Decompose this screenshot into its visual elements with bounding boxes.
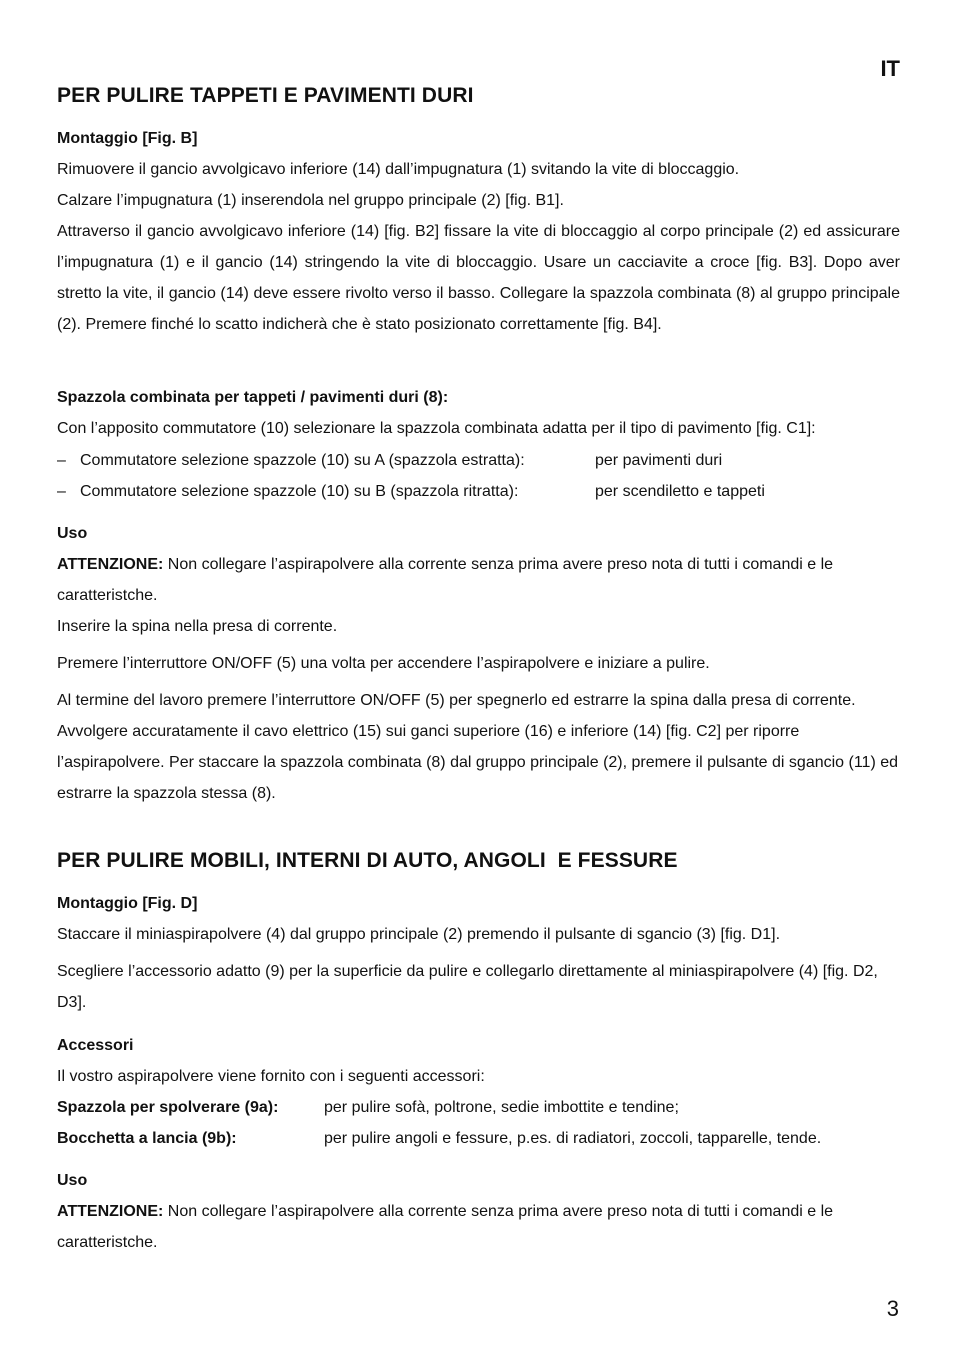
brush-item-value: per scendiletto e tappeti xyxy=(595,483,765,500)
warning-label: ATTENZIONE: xyxy=(57,1203,164,1220)
section1-title: PER PULIRE TAPPETI E PAVIMENTI DURI xyxy=(57,84,474,107)
warning-text: Non collegare l’aspirapolvere alla corrente senza prima avere preso nota di tutti i comandi e le caratteristche. xyxy=(57,556,834,604)
accessory-name: Bocchetta a lancia (9b): xyxy=(57,1130,237,1147)
section2-assembly-heading: Montaggio [Fig. D] xyxy=(57,895,198,912)
section1-use-p2: Premere l’interruttore ON/OFF (5) una volta per accendere l’aspirapolvere e iniziare a pulire. xyxy=(57,655,710,672)
section1-assembly-heading: Montaggio [Fig. B] xyxy=(57,130,198,147)
section1-warning xyxy=(57,549,900,611)
brush-item-b xyxy=(57,476,900,507)
page-number: 3 xyxy=(886,1296,899,1321)
warning-label: ATTENZIONE: xyxy=(57,556,164,573)
language-code: IT xyxy=(880,56,900,81)
brush-item-value: per pavimenti duri xyxy=(595,452,723,469)
warning-text: Non collegare l’aspirapolvere alla corrente senza prima avere preso nota di tutti i comandi e le caratteristche. xyxy=(57,1203,834,1251)
bullet-dash: – xyxy=(57,452,66,469)
brush-item-label: Commutatore selezione spazzole (10) su B (spazzola ritratta): xyxy=(80,483,519,500)
brush-item-label: Commutatore selezione spazzole (10) su A (spazzola estratta): xyxy=(80,452,525,469)
accessory-desc: per pulire angoli e fessure, p.es. di radiatori, zoccoli, tapparelle, tende. xyxy=(324,1130,822,1147)
accessory-item-9a xyxy=(57,1092,900,1123)
section1-brush-heading: Spazzola combinata per tappeti / pavimenti duri (8): xyxy=(57,389,449,406)
section2-accessories-intro: Il vostro aspirapolvere viene fornito con i seguenti accessori: xyxy=(57,1068,485,1085)
section1-assembly-p2: Calzare l’impugnatura (1) inserendola nel gruppo principale (2) [fig. B1]. xyxy=(57,192,564,209)
brush-item-a xyxy=(57,445,900,476)
section1-assembly-p3: Attraverso il gancio avvolgicavo inferiore (14) [fig. B2] fissare la vite di bloccaggio al corpo principale (2) ed assicurare l’impugnatura (1) e il gancio (14) stringendo la vite di bloccaggio. Usare un cacciavite a croce [fig. B3]. Dopo aver stretto la vite, il gancio (14) deve essere rivolto verso il basso. Collegare la spazzola combinata (8) al gruppo principale (2). Premere finché lo scatto indicherà che è stato posizionato correttamente [fig. B4]. xyxy=(57,223,900,333)
section1-use-p3: Al termine del lavoro premere l’interruttore ON/OFF (5) per spegnerlo ed estrarre la spina dalla presa di corrente. Avvolgere accuratamente il cavo elettrico (15) sui ganci superiore (16) e inferiore (14) [fig. C2] per riporre l’aspirapolvere. Per staccare la spazzola combinata (8) dal gruppo principale (2), premere il pulsante di sgancio (11) ed estrarre la spazzola stessa (8). xyxy=(57,692,899,802)
accessory-name: Spazzola per spolverare (9a): xyxy=(57,1099,279,1116)
section2-assembly-p1: Staccare il miniaspirapolvere (4) dal gruppo principale (2) premendo il pulsante di sgancio (3) [fig. D1]. xyxy=(57,926,781,943)
section1-use-heading: Uso xyxy=(57,525,88,542)
accessory-desc: per pulire sofà, poltrone, sedie imbottite e tendine; xyxy=(324,1099,679,1116)
section2-use-heading: Uso xyxy=(57,1172,88,1189)
accessory-item-9b xyxy=(57,1123,900,1154)
section2-accessories-heading: Accessori xyxy=(57,1037,134,1054)
bullet-dash: – xyxy=(57,483,66,500)
section2-warning xyxy=(57,1196,900,1258)
section2-title: PER PULIRE MOBILI, INTERNI DI AUTO, ANGOLI E FESSURE xyxy=(57,849,678,872)
section2-assembly-p2: Scegliere l’accessorio adatto (9) per la superficie da pulire e collegarlo direttamente al miniaspirapolvere (4) [fig. D2, D3]. xyxy=(57,963,878,1011)
section1-brush-intro: Con l’apposito commutatore (10) selezionare la spazzola combinata adatta per il tipo di pavimento [fig. C1]: xyxy=(57,420,816,437)
section1-use-p1: Inserire la spina nella presa di corrente. xyxy=(57,618,338,635)
section1-assembly-p1: Rimuovere il gancio avvolgicavo inferiore (14) dall’impugnatura (1) svitando la vite di bloccaggio. xyxy=(57,161,740,178)
